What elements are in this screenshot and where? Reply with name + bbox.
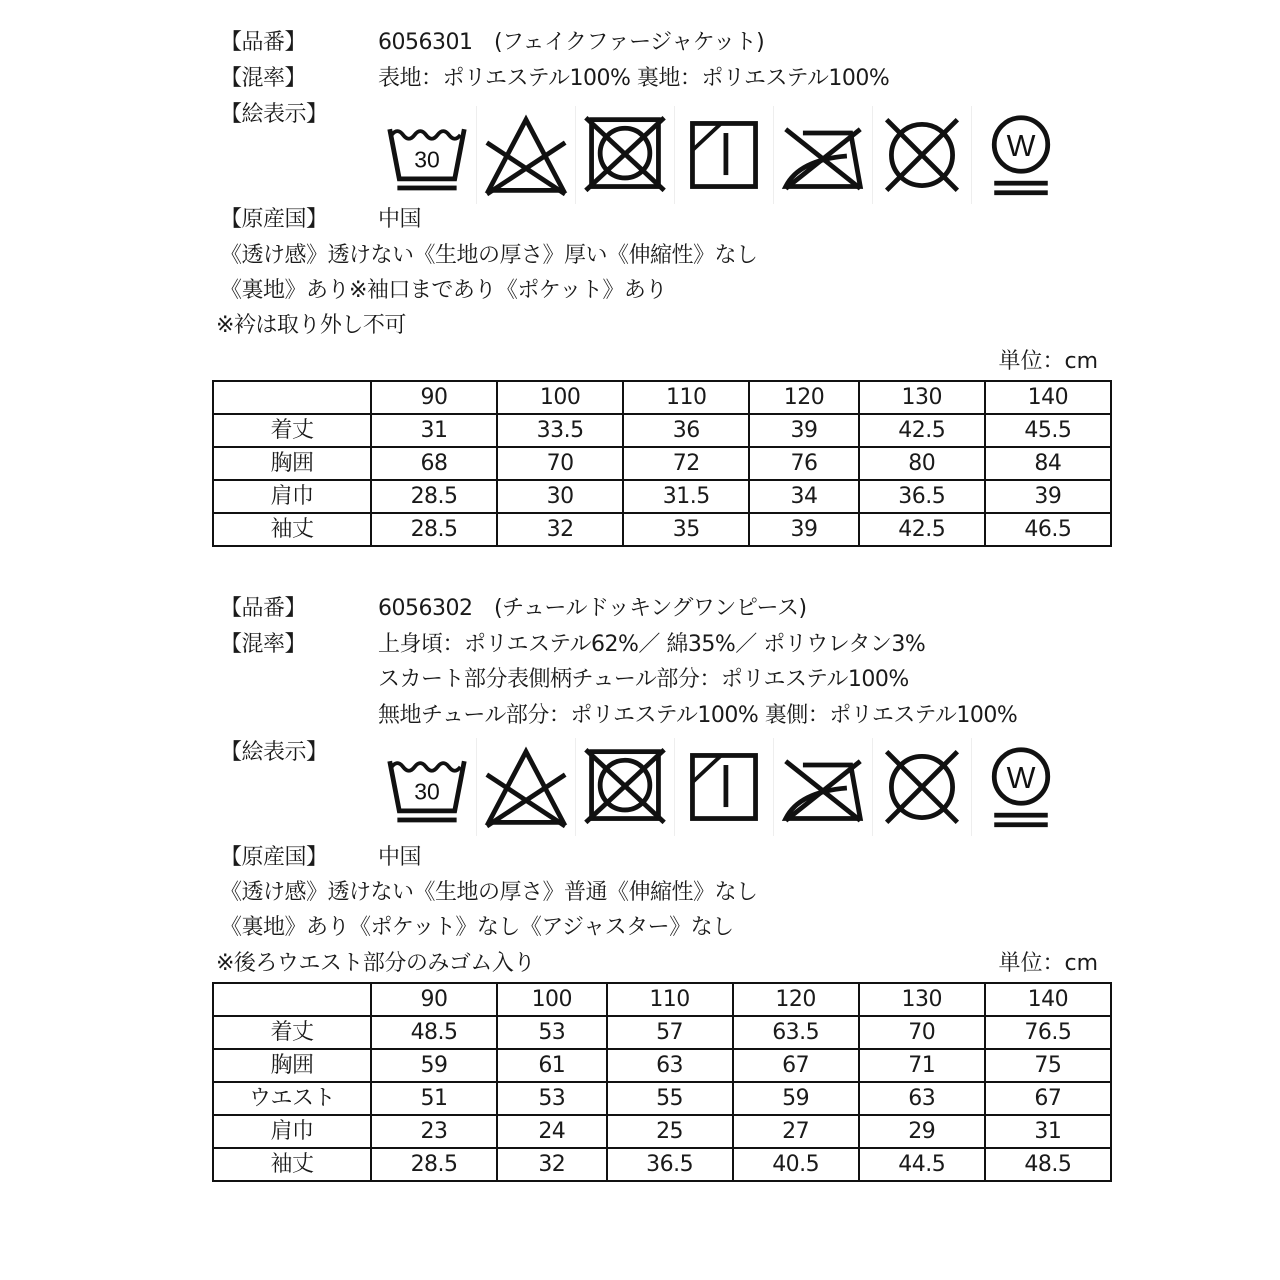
care-label: 【絵表示】	[220, 740, 328, 765]
row-label: 着丈	[213, 414, 371, 447]
header-cell: 140	[985, 983, 1111, 1016]
unit-label: 単位：cm	[998, 349, 1098, 374]
table-cell: 59	[733, 1082, 859, 1115]
care-icons	[378, 106, 1070, 204]
part-no-value: 6056301 (フェイクファージャケット)	[378, 30, 765, 55]
header-cell: 130	[859, 983, 985, 1016]
wet-clean-very-gentle-icon	[972, 738, 1070, 836]
header-cell: 100	[497, 983, 606, 1016]
table-cell: 80	[859, 447, 985, 480]
row-label: 肩巾	[213, 1115, 371, 1148]
wash-30-icon	[378, 738, 477, 836]
row-label: 着丈	[213, 1016, 371, 1049]
size-table	[212, 380, 1112, 547]
table-cell: 27	[733, 1115, 859, 1148]
table-cell: 25	[607, 1115, 733, 1148]
origin-value: 中国	[378, 207, 422, 232]
table-cell: 31	[371, 414, 497, 447]
note-line: ※後ろウエスト部分のみゴム入り	[216, 951, 535, 976]
table-cell: 70	[497, 447, 623, 480]
table-cell: 59	[371, 1049, 497, 1082]
table-cell: 36.5	[607, 1148, 733, 1181]
table-cell: 35	[623, 513, 749, 546]
table-cell: 36.5	[859, 480, 985, 513]
row-label: ウエスト	[213, 1082, 371, 1115]
table-cell: 36	[623, 414, 749, 447]
no-dry-clean-icon	[873, 738, 972, 836]
no-dry-clean-icon	[873, 106, 972, 204]
header-cell: 110	[607, 983, 733, 1016]
note-line: 《透け感》透けない《生地の厚さ》厚い《伸縮性》なし	[220, 243, 758, 268]
row-label: 胸囲	[213, 447, 371, 480]
table-cell: 63	[607, 1049, 733, 1082]
line-dry-shade-icon	[675, 738, 774, 836]
table-header-row	[213, 381, 1111, 414]
blend-line: 表地：ポリエステル100% 裏地：ポリエステル100%	[378, 66, 890, 91]
table-cell: 84	[985, 447, 1111, 480]
blend-line: 上身頃：ポリエステル62%／ 綿35%／ ポリウレタン3%	[378, 632, 926, 657]
no-tumble-dry-icon	[576, 738, 675, 836]
table-cell: 29	[859, 1115, 985, 1148]
line-dry-shade-icon	[675, 106, 774, 204]
header-cell: 120	[749, 381, 858, 414]
table-row	[213, 1049, 1111, 1082]
table-cell: 53	[497, 1082, 606, 1115]
table-cell: 53	[497, 1016, 606, 1049]
table-cell: 30	[497, 480, 623, 513]
table-cell: 46.5	[985, 513, 1111, 546]
header-cell: 120	[733, 983, 859, 1016]
table-cell: 42.5	[859, 414, 985, 447]
table-cell: 31	[985, 1115, 1111, 1148]
table-cell: 67	[985, 1082, 1111, 1115]
header-cell: 90	[371, 983, 497, 1016]
row-label: 袖丈	[213, 1148, 371, 1181]
table-cell: 75	[985, 1049, 1111, 1082]
unit-label: 単位：cm	[998, 951, 1098, 976]
table-cell: 67	[733, 1049, 859, 1082]
table-cell: 45.5	[985, 414, 1111, 447]
origin-label: 【原産国】	[220, 845, 328, 870]
row-label: 胸囲	[213, 1049, 371, 1082]
table-cell: 48.5	[985, 1148, 1111, 1181]
part-no-label: 【品番】	[220, 30, 307, 55]
table-cell: 57	[607, 1016, 733, 1049]
table-row	[213, 1115, 1111, 1148]
table-cell: 39	[749, 513, 858, 546]
table-cell: 61	[497, 1049, 606, 1082]
table-cell: 33.5	[497, 414, 623, 447]
table-cell: 51	[371, 1082, 497, 1115]
table-cell: 28.5	[371, 513, 497, 546]
table-row	[213, 513, 1111, 546]
table-cell: 71	[859, 1049, 985, 1082]
table-cell: 28.5	[371, 480, 497, 513]
table-cell: 24	[497, 1115, 606, 1148]
header-cell: 130	[859, 381, 985, 414]
care-icons	[378, 738, 1070, 836]
table-cell: 55	[607, 1082, 733, 1115]
note-line: ※衿は取り外し不可	[216, 313, 406, 338]
header-cell: 100	[497, 381, 623, 414]
table-cell: 48.5	[371, 1016, 497, 1049]
table-cell: 40.5	[733, 1148, 859, 1181]
table-cell: 39	[749, 414, 858, 447]
table-cell: 72	[623, 447, 749, 480]
header-cell: 90	[371, 381, 497, 414]
table-cell: 63	[859, 1082, 985, 1115]
header-cell: 110	[623, 381, 749, 414]
table-cell: 42.5	[859, 513, 985, 546]
no-iron-icon	[774, 738, 873, 836]
note-line: 《透け感》透けない《生地の厚さ》普通《伸縮性》なし	[220, 880, 758, 905]
note-line: 《裏地》あり※袖口まであり《ポケット》あり	[220, 278, 667, 303]
no-iron-icon	[774, 106, 873, 204]
header-cell: 140	[985, 381, 1111, 414]
table-row	[213, 1148, 1111, 1181]
no-bleach-icon	[477, 106, 576, 204]
table-cell: 44.5	[859, 1148, 985, 1181]
wash-30-icon	[378, 106, 477, 204]
size-table	[212, 982, 1112, 1182]
table-cell: 31.5	[623, 480, 749, 513]
table-cell: 76	[749, 447, 858, 480]
origin-value: 中国	[378, 845, 422, 870]
note-line: 《裏地》あり《ポケット》なし《アジャスター》なし	[220, 915, 734, 940]
table-cell: 63.5	[733, 1016, 859, 1049]
wet-clean-very-gentle-icon	[972, 106, 1070, 204]
blend-line: 無地チュール部分：ポリエステル100% 裏側：ポリエステル100%	[378, 703, 1018, 728]
part-no-label: 【品番】	[220, 596, 307, 621]
no-tumble-dry-icon	[576, 106, 675, 204]
table-cell: 32	[497, 1148, 606, 1181]
table-cell: 76.5	[985, 1016, 1111, 1049]
table-row	[213, 1016, 1111, 1049]
table-row	[213, 480, 1111, 513]
header-cell	[213, 381, 371, 414]
blend-label: 【混率】	[220, 632, 307, 657]
table-cell: 28.5	[371, 1148, 497, 1181]
no-bleach-icon	[477, 738, 576, 836]
row-label: 袖丈	[213, 513, 371, 546]
table-row	[213, 414, 1111, 447]
row-label: 肩巾	[213, 480, 371, 513]
blend-label: 【混率】	[220, 66, 307, 91]
table-row	[213, 1082, 1111, 1115]
table-row	[213, 447, 1111, 480]
origin-label: 【原産国】	[220, 207, 328, 232]
care-label: 【絵表示】	[220, 102, 328, 127]
table-cell: 39	[985, 480, 1111, 513]
table-cell: 23	[371, 1115, 497, 1148]
table-cell: 70	[859, 1016, 985, 1049]
part-no-value: 6056302 (チュールドッキングワンピース)	[378, 596, 807, 621]
table-cell: 34	[749, 480, 858, 513]
blend-line: スカート部分表側柄チュール部分：ポリエステル100%	[378, 667, 909, 692]
table-header-row	[213, 983, 1111, 1016]
table-cell: 32	[497, 513, 623, 546]
header-cell	[213, 983, 371, 1016]
table-cell: 68	[371, 447, 497, 480]
